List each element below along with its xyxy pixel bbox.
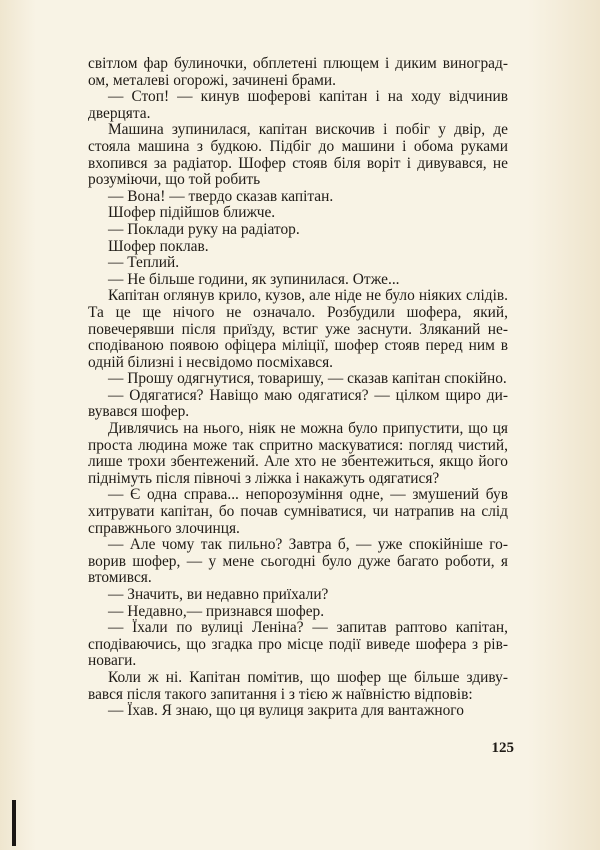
- paragraph: — Стоп! — кинув шоферові капітан і на ходу відчинив дверцята.: [88, 88, 508, 122]
- paragraph: — Прошу одягнутися, товаришу, — сказав капітан спокійно.: [108, 370, 507, 388]
- page-number: 125: [491, 740, 514, 756]
- paragraph: — Їхали по вулиці Леніна? — запитав раптово капітан, сподіваючись, що згадка про місце події виведе шофера з рівноваги.: [88, 619, 508, 670]
- paragraph: — Але чому так пильно? Завтра б, — уже спокійніше говорив шофер, — у мене сьогодні було дуже багато роботи, я втомився.: [88, 536, 508, 587]
- paragraph: — Одягатися? Навіщо маю одягатися? — цілком щиро дивувався шофер.: [88, 386, 508, 421]
- paragraph: Коли ж ні. Капітан помітив, що шофер ще більше здивувався після такого запитання і з тією ж наївністю відповів:: [88, 668, 508, 703]
- paragraph: Машина зупинилася, капітан вискочив і побіг у двір, де стояла машина з будкою. Підбіг до машини і обома руками вхопився за радіатор. Шофер стояв біля воріт і дивувався, не розуміючи, що той робить: [88, 121, 508, 189]
- paragraph: — Не більше години, як зупинилася. Отже...: [108, 270, 400, 288]
- paragraph: Шофер поклав.: [108, 237, 209, 255]
- page-body: [88, 56, 508, 720]
- paragraph: — Поклади руку на радіатор.: [108, 220, 300, 238]
- binding-edge: [12, 800, 16, 846]
- paragraph: — Недавно,— признався шофер.: [108, 602, 325, 620]
- paragraph: Капітан оглянув крило, кузов, але ніде не було ніяких слідів. Та це ще нічого не означало. Розбудили шофера, який, повечерявши після приїзду, встиг уже заснути. Зляканий несподіваною появою офіцера міліції, шофер стояв перед ним в одній білизні і несвідомо посміхався.: [88, 287, 508, 371]
- paragraph: — Значить, ви недавно приїхали?: [108, 586, 329, 603]
- paragraph: світлом фар булиночки, обплетені плющем і диким виноградом, металеві огорожі, зачинені брами.: [88, 55, 508, 89]
- paragraph: — Вона! — твердо сказав капітан.: [108, 187, 334, 205]
- paragraph: — Є одна справа... непорозуміння одне, — змушений був хитрувати капітан, бо почав сумніватися, чи натрапив на слід справжнього злочинця.: [88, 486, 508, 537]
- paragraph: — Їхав. Я знаю, що ця вулиця закрита для вантажного: [108, 702, 464, 720]
- paragraph: Шофер підійшов ближче.: [108, 204, 276, 222]
- paragraph: Дивлячись на нього, ніяк не можна було припустити, що ця проста людина може так спритно маскуватися: погляд чистий, лише трохи збентежений. Але хто не збентежиться, якщо його піднімуть після півночі з ліжка і накажуть одягатися?: [88, 420, 508, 487]
- paragraph: — Теплий.: [108, 254, 180, 272]
